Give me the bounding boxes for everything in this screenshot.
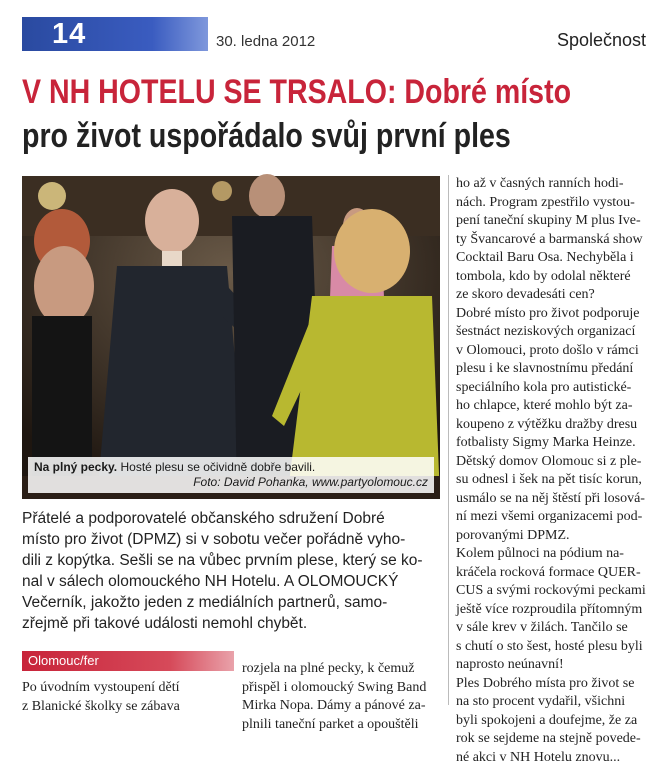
page-number-block — [22, 17, 208, 51]
body-line: usmálo se na něj štěstí při losová- — [456, 490, 656, 509]
body-line: su odnesl i šek na pět tisíc korun, — [456, 471, 656, 490]
body-line: koupeno z výtěžku dražby dresu — [456, 416, 656, 435]
body-line: Ples Dobrého místa pro život se — [456, 675, 656, 694]
body-line: na sto procent vydařil, všichni — [456, 693, 656, 712]
body-line: tombola, kdo by odolal některé — [456, 268, 656, 287]
body-line: ze skoro devadesáti cen? — [456, 286, 656, 305]
body-line: šestnáct neziskových organizací — [456, 323, 656, 342]
body-column-3 — [456, 175, 656, 767]
lead-line: Přátelé a podporovatelé občanského sdružení Dobré — [22, 508, 440, 529]
body-line: Dětský domov Olomouc si z ple- — [456, 453, 656, 472]
lead-line: místo pro život (DPMZ) si v sobotu večer pořádně vyho- — [22, 529, 440, 550]
body-line: naprosto neúnavní! — [456, 656, 656, 675]
lead-line: dili z kopýtka. Sešli se na vůbec prvním plese, který se ko- — [22, 550, 440, 571]
body-line: plesu i ke slavnostnímu předání — [456, 360, 656, 379]
column-divider — [448, 175, 449, 705]
body-line: v Olomouci, proto došlo v rámci — [456, 342, 656, 361]
headline-line-1 — [22, 70, 551, 114]
photo-caption — [28, 457, 434, 493]
caption-line — [34, 460, 428, 474]
body-line: Mirka Nopa. Dámy a pánové za- — [242, 697, 442, 716]
location-author-tag — [22, 651, 234, 671]
body-line: Dobré místo pro život podporuje — [456, 305, 656, 324]
body-line: pení taneční skupiny M plus Ive- — [456, 212, 656, 231]
photo-credit: Foto: David Pohanka, www.partyolomouc.cz — [34, 475, 428, 489]
body-line: s chutí o sto šest, hosté plesu byli — [456, 638, 656, 657]
page-number: 14 — [52, 18, 86, 51]
lead-paragraph — [22, 508, 440, 634]
body-line: porovanými DPMZ. — [456, 527, 656, 546]
body-line: Kolem půlnoci na pódium na- — [456, 545, 656, 564]
body-column-1 — [22, 679, 234, 716]
headline-red-part: V NH HOTELU SE TRSALO: — [22, 73, 396, 111]
headline — [22, 70, 551, 158]
body-line: ho chlapce, které mohlo být za- — [456, 397, 656, 416]
body-line: rok se sejdeme na stejně povede- — [456, 730, 656, 749]
body-line: CUS a svými rockovými peckami — [456, 582, 656, 601]
body-line: ty Švancarové a barmanská show — [456, 231, 656, 250]
body-line: nách. Program zpestřilo vystou- — [456, 194, 656, 213]
caption-text: Hosté plesu se očividně dobře bavili. — [117, 460, 315, 474]
headline-line-2: pro život uspořádalo svůj první ples — [22, 114, 551, 158]
body-line: plnili taneční parket a opouštěli — [242, 716, 442, 735]
body-line: Cocktail Baru Osa. Nechyběla i — [456, 249, 656, 268]
lead-line: zřejmě při takové události nemohl chybět. — [22, 613, 440, 634]
lead-line: nal v sálech olomouckého NH Hotelu. A OLOMOUCKÝ — [22, 571, 440, 592]
body-line: Po úvodním vystoupení dětí — [22, 679, 234, 698]
body-line: z Blanické školky se zábava — [22, 698, 234, 717]
headline-red-part-2: Dobré místo — [396, 73, 571, 111]
body-line: rozjela na plné pecky, k čemuž — [242, 660, 442, 679]
tag-text: Olomouc/fer — [28, 653, 99, 668]
body-line: kráčela rocková formace QUER- — [456, 564, 656, 583]
issue-date: 30. ledna 2012 — [216, 33, 315, 50]
article-photo — [22, 176, 440, 499]
body-line: ní mezi všemi organizacemi pod- — [456, 508, 656, 527]
body-line: né akci v NH Hotelu znovu... — [456, 749, 656, 767]
body-line: ještě více rozproudila přítomným — [456, 601, 656, 620]
body-line: přispěl i olomoucký Swing Band — [242, 679, 442, 698]
dancing-people-photo — [22, 176, 440, 499]
body-line: fotbalisty Sigmy Marka Heinze. — [456, 434, 656, 453]
body-line: speciálního kola pro autistické- — [456, 379, 656, 398]
body-column-2 — [242, 660, 442, 734]
section-name: Společnost — [557, 30, 646, 51]
body-line: v sále krev v žilách. Tančilo se — [456, 619, 656, 638]
body-line: ho až v časných ranních hodi- — [456, 175, 656, 194]
body-line: byli spokojeni a doufejme, že za — [456, 712, 656, 731]
lead-line: Večerník, jakožto jeden z mediálních partnerů, samo- — [22, 592, 440, 613]
caption-bold: Na plný pecky. — [34, 460, 117, 474]
